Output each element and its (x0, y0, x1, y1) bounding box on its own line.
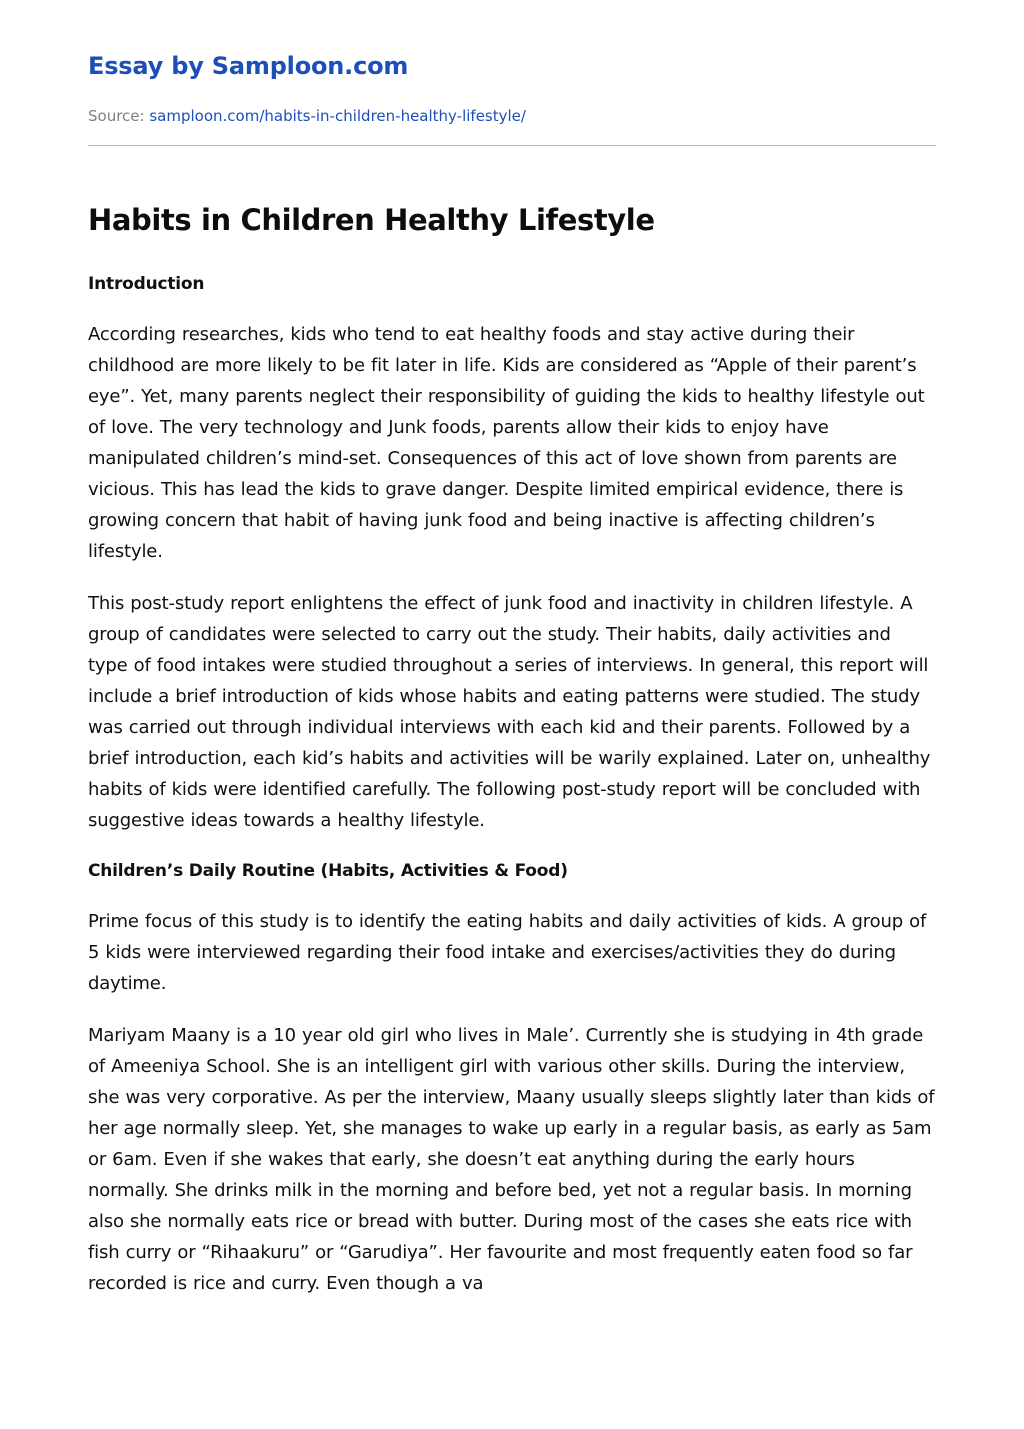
essay-body (88, 270, 936, 1299)
paragraph: Prime focus of this study is to identify the eating habits and daily activities of kids. A group of 5 kids were interviewed regarding their food intake and exercises/activities they do during daytime. (88, 911, 927, 994)
section-heading-introduction: Introduction (88, 274, 205, 294)
paragraph: According researches, kids who tend to eat healthy foods and stay active during their childhood are more likely to be fit later in life. Kids are considered as “Apple of their parent’s eye”. Yet, many parents neglect their responsibility of guiding the kids to healthy lifestyle out of love. The very technology and Junk foods, parents allow their kids to enjoy have manipulated children’s mind-set. Consequences of this act of love shown from parents are vicious. This has lead the kids to grave danger. Despite limited empirical evidence, there is growing concern that habit of having junk food and being inactive is affecting children’s lifestyle. (88, 324, 925, 562)
site-brand[interactable]: Essay by Samploon.com (88, 52, 409, 80)
source-label: Source: (88, 107, 145, 125)
source-line (88, 107, 526, 125)
paragraph: This post-study report enlightens the effect of junk food and inactivity in children lifestyle. A group of candidates were selected to carry out the study. Their habits, daily activities and type of food intakes were studied throughout a series of interviews. In general, this report will include a brief introduction of kids whose habits and eating patterns were studied. The study was carried out through individual interviews with each kid and their parents. Followed by a brief introduction, each kid’s habits and activities will be warily explained. Later on, unhealthy habits of kids were identified carefully. The following post-study report will be concluded with suggestive ideas towards a healthy lifestyle. (88, 593, 931, 831)
paragraph: Mariyam Maany is a 10 year old girl who lives in Male’. Currently she is studying in 4th grade of Ameeniya School. She is an intelligent girl with various other skills. During the interview, she was very corporative. As per the interview, Maany usually sleeps slightly later than kids of her age normally sleep. Yet, she manages to wake up early in a regular basis, as early as 5am or 6am. Even if she wakes that early, she doesn’t eat anything during the early hours normally. She drinks milk in the morning and before bed, yet not a regular basis. In morning also she normally eats rice or bread with butter. During most of the cases she eats rice with fish curry or “Rihaakuru” or “Garudiya”. Her favourite and most frequently eaten food so far recorded is rice and curry. Even though a va (88, 1025, 935, 1294)
essay-title: Habits in Children Healthy Lifestyle (88, 203, 655, 237)
section-heading-daily-routine: Children’s Daily Routine (Habits, Activities & Food) (88, 861, 568, 881)
source-link[interactable]: samploon.com/habits-in-children-healthy-lifestyle/ (149, 107, 526, 125)
header-divider (88, 145, 936, 146)
